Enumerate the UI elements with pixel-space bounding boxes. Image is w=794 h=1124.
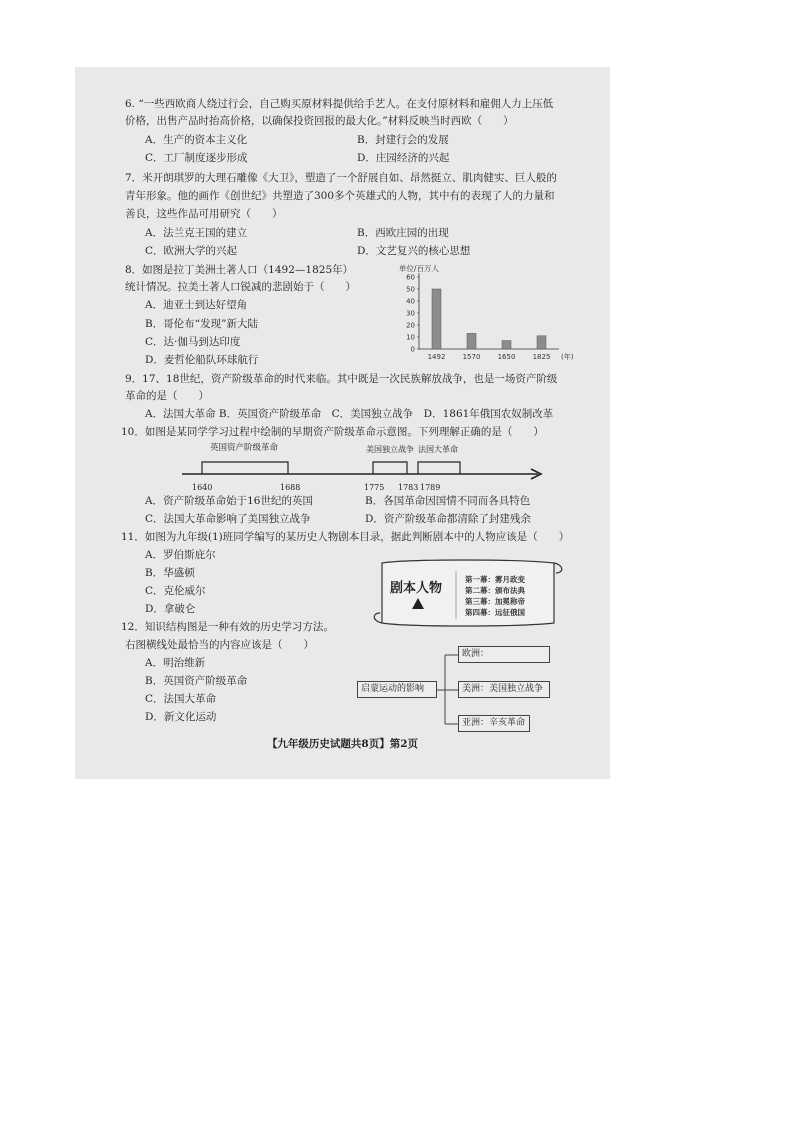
year-1783: 1783 [398, 483, 419, 492]
q12-option-b: B．英国资产阶级革命 [145, 675, 248, 687]
q8-option-a: A．迪亚士到达好望角 [145, 299, 248, 311]
q12-option-c: C．法国大革命 [145, 693, 217, 705]
chart-y-tick-label: 30 [406, 309, 415, 318]
q7-stem-line3: 善良，这些作品可用研究（ ） [125, 208, 283, 220]
q12-stem-line1: 12．知识结构图是一种有效的历史学习方法。 [121, 621, 334, 633]
chart-x-tick-label: 1650 [497, 353, 516, 361]
q7-option-b: B．西欧庄园的出现 [357, 227, 449, 239]
q10-option-a: A．资产阶级革命始于16世纪的英国 [145, 495, 313, 507]
chart-bar-1650 [502, 341, 511, 349]
q7-stem-line2: 青年形象。他的画作《创世纪》共塑造了300多个英雄式的人物，其中有的表现了人的力量和 [125, 190, 555, 202]
q6-option-a: A．生产的资本主义化 [145, 134, 248, 146]
q10-stem: 10．如图是某同学学习过程中绘制的早期资产阶级革命示意图。下列理解正确的是（ ） [121, 426, 544, 438]
q8-option-b: B．哥伦布“发现”新大陆 [145, 318, 258, 330]
year-1688: 1688 [280, 483, 301, 492]
revolution-timeline [180, 438, 545, 496]
chart-bar-1492 [432, 289, 441, 349]
script-scroll [368, 557, 568, 631]
year-1640: 1640 [192, 483, 213, 492]
diagram-asia-box: 亚洲：辛亥革命 [458, 715, 530, 732]
chart-x-tick-label: 1492 [427, 353, 446, 361]
q10-option-d: D．资产阶级革命都清除了封建残余 [365, 513, 531, 525]
bracket-american-war [373, 462, 407, 474]
chart-bar-1825 [537, 336, 546, 349]
q7-stem-line1: 7．米开朗琪罗的大理石雕像《大卫》，塑造了一个舒展自如、昂然挺立、肌肉健实、巨人般的 [125, 172, 557, 184]
label-english-revolution: 英国资产阶级革命 [210, 443, 279, 453]
chart-y-tick-label: 40 [406, 297, 415, 306]
q12-option-a: A．明治维新 [145, 657, 206, 669]
year-1775: 1775 [364, 483, 385, 492]
chart-y-tick-label: 20 [406, 321, 415, 330]
chart-y-tick-label: 0 [410, 345, 415, 354]
label-french-revolution: 法国大革命 [418, 445, 458, 454]
bracket-french-revolution [418, 462, 460, 474]
q8-option-c: C．达·伽马到达印度 [145, 336, 241, 348]
q6-option-c: C．工厂制度逐步形成 [145, 152, 248, 164]
year-1789: 1789 [420, 483, 441, 492]
q12-option-d: D．新文化运动 [145, 711, 217, 723]
label-american-war: 美国独立战争 [366, 445, 414, 454]
q9-options: A．法国大革命 B．英国资产阶级革命 C．美国独立战争 D．1861年俄国农奴制改革 [145, 408, 554, 420]
q8-stem-line1: 8．如图是拉丁美洲土著人口（1492—1825年） [125, 264, 354, 276]
chart-ylabel: 单位/百万人 [399, 264, 440, 273]
q9-stem-line1: 9．17、18世纪，资产阶级革命的时代来临。其中既是一次民族解放战争，也是一场资产阶级 [125, 373, 558, 385]
chart-xlabel: (年) [561, 353, 574, 361]
q11-option-d: D．拿破仑 [145, 603, 196, 615]
q11-option-c: C．克伦威尔 [145, 585, 206, 597]
diagram-europe-box: 欧洲： [458, 646, 550, 663]
population-bar-chart [397, 263, 587, 371]
q11-stem: 11．如图为九年级(1)班同学编写的某历史人物剧本目录，据此判断剧本中的人物应该是（ ） [121, 531, 570, 543]
q9-stem-line2: 革命的是（ ） [125, 390, 209, 402]
knowledge-structure-diagram [355, 645, 585, 737]
q11-option-b: B．华盛顿 [145, 567, 195, 579]
scroll-title: 剧本人物 [390, 581, 443, 596]
q6-stem-line2: 价格，出售产品时抬高价格，以确保投资回报的最大化。”材料反映当时西欧（ ） [125, 115, 514, 127]
q6-stem-line1: 6. “一些西欧商人绕过行会，自己购买原材料提供给手艺人。在支付原材料和雇佣人力上压低 [125, 98, 554, 110]
chart-bar-1570 [467, 333, 476, 349]
exam-page [75, 67, 610, 779]
scroll-act-2: 第二幕：颁布法典 [465, 586, 525, 595]
q6-option-b: B．封建行会的发展 [357, 134, 449, 146]
scroll-act-1: 第一幕：雾月政变 [465, 575, 525, 584]
diagram-america-box: 美洲：美国独立战争 [458, 681, 550, 698]
chart-y-tick-label: 60 [406, 273, 415, 282]
chart-x-tick-label: 1570 [462, 353, 481, 361]
q11-option-a: A．罗伯斯庇尔 [145, 549, 216, 561]
chart-y-tick-label: 50 [406, 285, 415, 294]
diagram-center-box: 启蒙运动的影响 [357, 681, 437, 698]
q7-option-a: A．法兰克王国的建立 [145, 227, 248, 239]
q10-option-b: B．各国革命因国情不同而各具特色 [365, 495, 531, 507]
q6-option-d: D．庄园经济的兴起 [357, 152, 450, 164]
page-footer: 【九年级历史试题共8页】第2页 [266, 738, 419, 750]
scroll-act-4: 第四幕：远征俄国 [465, 608, 525, 617]
chart-y-tick-label: 10 [406, 333, 415, 342]
q7-option-d: D．文艺复兴的核心思想 [357, 245, 471, 257]
q8-option-d: D．麦哲伦船队环球航行 [145, 354, 259, 366]
q8-stem-line2: 统计情况。拉美土著人口锐减的悲剧始于（ ） [125, 281, 356, 293]
q7-option-c: C．欧洲大学的兴起 [145, 245, 238, 257]
chart-x-tick-label: 1825 [532, 353, 551, 361]
scroll-act-3: 第三幕：加冕称帝 [465, 597, 525, 606]
bracket-english-revolution [202, 462, 288, 474]
q12-stem-line2: 右图横线处最恰当的内容应该是（ ） [125, 639, 314, 651]
q10-option-c: C．法国大革命影响了美国独立战争 [145, 513, 311, 525]
